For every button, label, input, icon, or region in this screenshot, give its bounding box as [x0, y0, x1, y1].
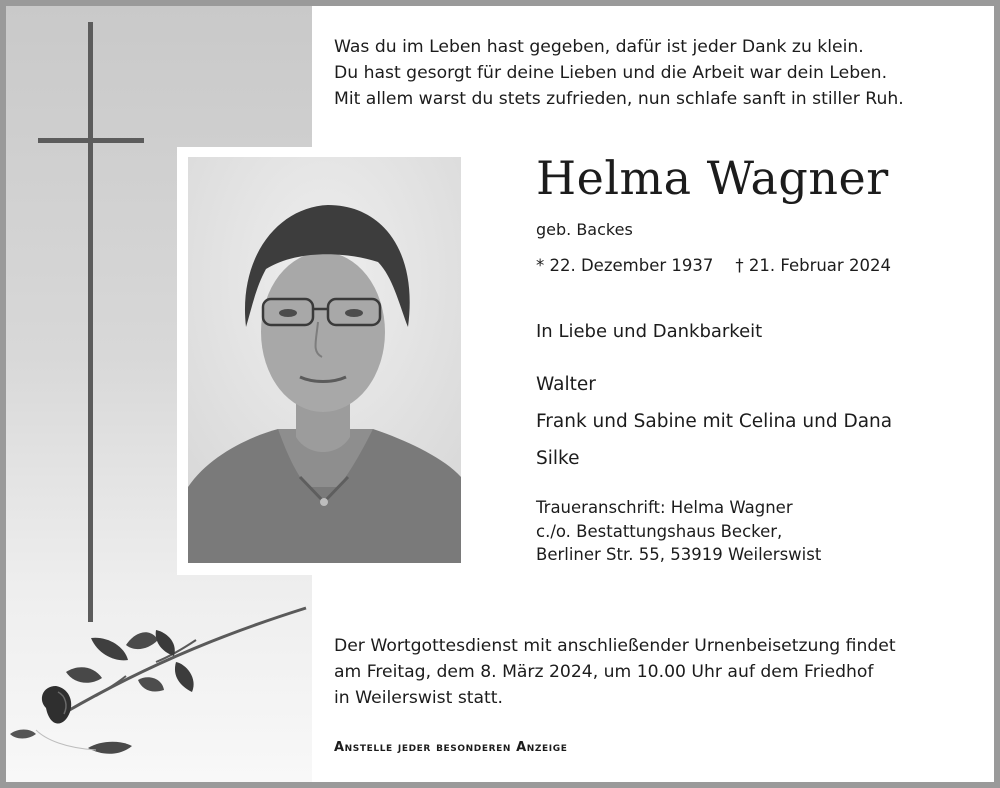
death-date: † 21. Februar 2024	[735, 256, 891, 275]
family-list	[536, 366, 892, 477]
portrait-photo	[188, 157, 461, 563]
dedication: In Liebe und Dankbarkeit	[536, 321, 763, 342]
service-info	[334, 633, 896, 711]
service-line: Der Wortgottesdienst mit anschließender Urnenbeisetzung findet	[334, 636, 896, 656]
address-line: Traueranschrift: Helma Wagner	[536, 498, 793, 517]
cross-icon	[88, 22, 93, 622]
address-line: c./o. Bestattungshaus Becker,	[536, 521, 783, 541]
address-line: Berliner Str. 55, 53919 Weilerswist	[536, 545, 822, 564]
mourning-address	[536, 496, 821, 567]
life-dates	[536, 255, 913, 277]
family-member: Frank und Sabine mit Celina und Dana	[536, 411, 893, 432]
deceased-name: Helma Wagner	[536, 151, 889, 205]
family-member: Silke	[536, 448, 580, 469]
quote-line: Du hast gesorgt für deine Lieben und die Arbeit war dein Leben.	[334, 63, 888, 83]
quote-line: Mit allem warst du stets zufrieden, nun schlafe sanft in stiller Ruh.	[334, 89, 904, 109]
family-member: Walter	[536, 374, 596, 395]
birth-name: geb. Backes	[536, 220, 633, 239]
notice-text: Anstelle jeder besonderen Anzeige	[334, 740, 568, 755]
rose-icon	[6, 600, 312, 780]
service-line: in Weilerswist statt.	[334, 688, 503, 708]
birth-date: * 22. Dezember 1937	[536, 256, 714, 275]
memorial-quote	[334, 34, 904, 112]
service-line: am Freitag, dem 8. März 2024, um 10.00 Uhr auf dem Friedhof	[334, 662, 874, 682]
cross-bar	[38, 138, 144, 143]
quote-line: Was du im Leben hast gegeben, dafür ist jeder Dank zu klein.	[334, 37, 864, 57]
